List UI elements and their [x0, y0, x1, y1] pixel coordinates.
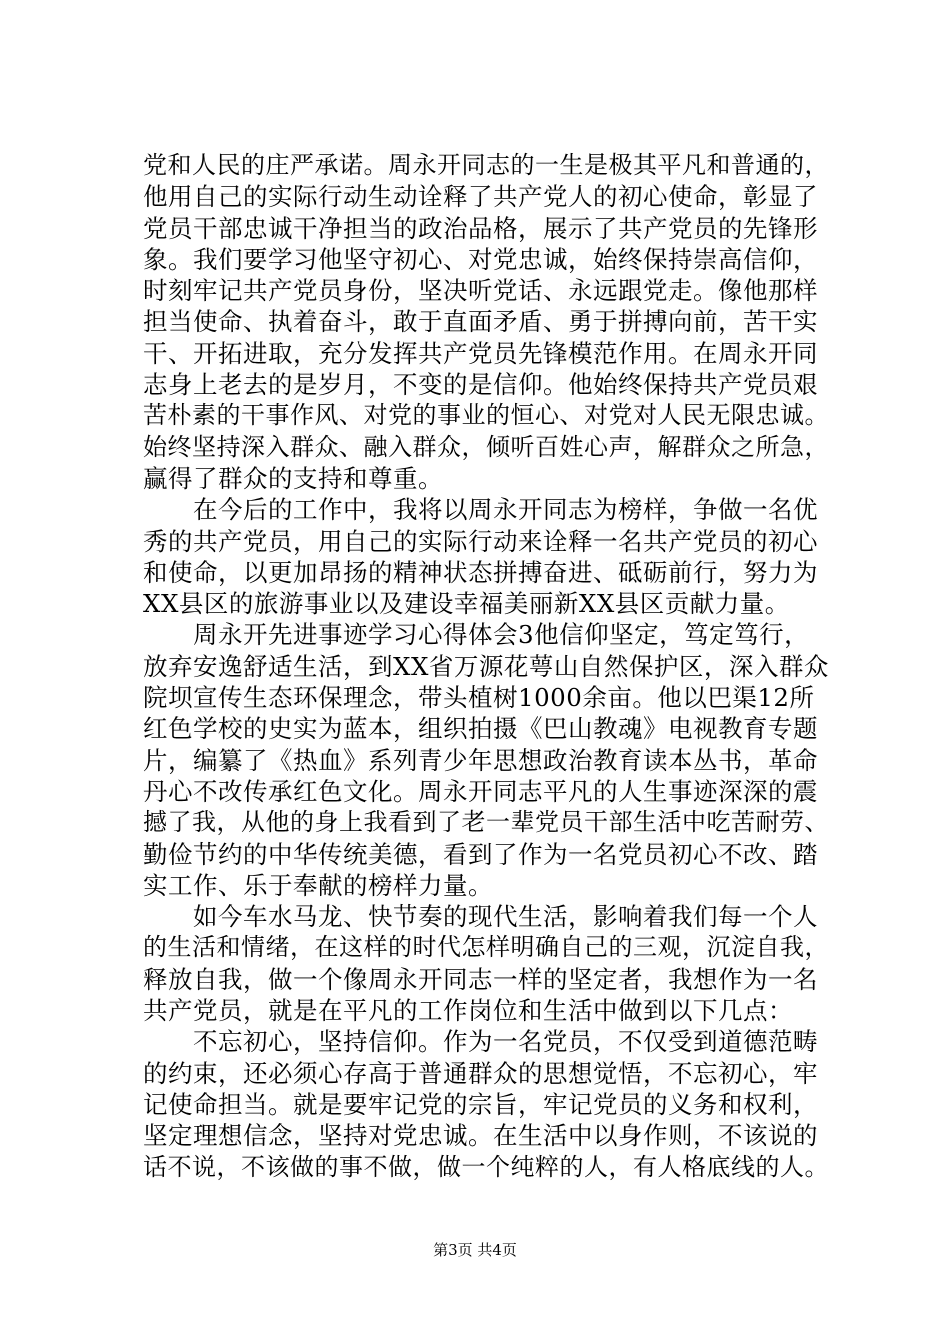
text-line: 干、开拓进取，充分发挥共产党员先锋模范作用。在周永开同 — [143, 338, 818, 368]
text-line: 共产党员，就是在平凡的工作岗位和生活中做到以下几点： — [143, 996, 793, 1026]
text-line: 不忘初心，坚持信仰。作为一名党员，不仅受到道德范畴 — [143, 1027, 818, 1057]
text-line: 象。我们要学习他坚守初心、对党忠诚，始终保持崇高信仰， — [143, 244, 818, 274]
text-line: 坚定理想信念，坚持对党忠诚。在生活中以身作则，不该说的 — [143, 1121, 818, 1151]
text-line: 和使命，以更加昂扬的精神状态拼搏奋进、砥砺前行，努力为 — [143, 557, 818, 587]
text-line: 院坝宣传生态环保理念，带头植树1000余亩。他以巴渠12所 — [143, 683, 815, 713]
text-line: 党员干部忠诚干净担当的政治品格，展示了共产党员的先锋形 — [143, 213, 818, 243]
text-line: 秀的共产党员，用自己的实际行动来诠释一名共产党员的初心 — [143, 526, 818, 556]
text-line: 周永开先进事迹学习心得体会3他信仰坚定，笃定笃行， — [143, 620, 810, 650]
text-line: 赢得了群众的支持和尊重。 — [143, 463, 443, 493]
text-line: 撼了我，从他的身上我看到了老一辈党员干部生活中吃苦耐劳、 — [143, 808, 829, 837]
text-line: 在今后的工作中，我将以周永开同志为榜样，争做一名优 — [143, 495, 818, 525]
text-line: 如今车水马龙、快节奏的现代生活，影响着我们每一个人 — [143, 902, 818, 932]
text-line: 红色学校的史实为蓝本，组织拍摄《巴山教魂》电视教育专题 — [143, 714, 818, 744]
text-line: 的生活和情绪，在这样的时代怎样明确自己的三观，沉淀自我， — [143, 933, 829, 962]
text-line: 释放自我，做一个像周永开同志一样的坚定者，我想作为一名 — [143, 964, 818, 994]
text-line: 党和人民的庄严承诺。周永开同志的一生是极其平凡和普通的， — [143, 151, 829, 179]
text-line: 的约束，还必须心存高于普通群众的思想觉悟，不忘初心，牢 — [143, 1058, 818, 1088]
text-line: 实工作、乐于奉献的榜样力量。 — [143, 870, 493, 900]
text-line: 勤俭节约的中华传统美德，看到了作为一名党员初心不改、踏 — [143, 839, 818, 869]
page-number-footer: 第3页 共4页 — [433, 1241, 517, 1259]
text-line: 他用自己的实际行动生动诠释了共产党人的初心使命，彰显了 — [143, 182, 818, 212]
text-line: 记使命担当。就是要牢记党的宗旨，牢记党员的义务和权利， — [143, 1089, 818, 1119]
text-line: 时刻牢记共产党员身份，坚决听党话、永远跟党走。像他那样 — [143, 276, 818, 306]
text-line: 始终坚持深入群众、融入群众，倾听百姓心声，解群众之所急， — [143, 432, 829, 461]
text-line: 片，编纂了《热血》系列青少年思想政治教育读本丛书，革命 — [143, 745, 818, 775]
text-line: 苦朴素的干事作风、对党的事业的恒心、对党对人民无限忠诚。 — [143, 401, 829, 430]
text-line: 担当使命、执着奋斗，敢于直面矛盾、勇于拼搏向前，苦干实 — [143, 307, 818, 337]
text-line: 志身上老去的是岁月，不变的是信仰。他始终保持共产党员艰 — [143, 370, 818, 400]
text-line: 话不说，不该做的事不做，做一个纯粹的人，有人格底线的人。 — [143, 1152, 829, 1181]
text-line: 丹心不改传承红色文化。周永开同志平凡的人生事迹深深的震 — [143, 776, 818, 806]
text-line: 放弃安逸舒适生活，到XX省万源花萼山自然保护区，深入群众 — [143, 651, 829, 681]
text-line: XX县区的旅游事业以及建设幸福美丽新XX县区贡献力量。 — [143, 589, 790, 619]
body-text — [143, 150, 833, 1183]
